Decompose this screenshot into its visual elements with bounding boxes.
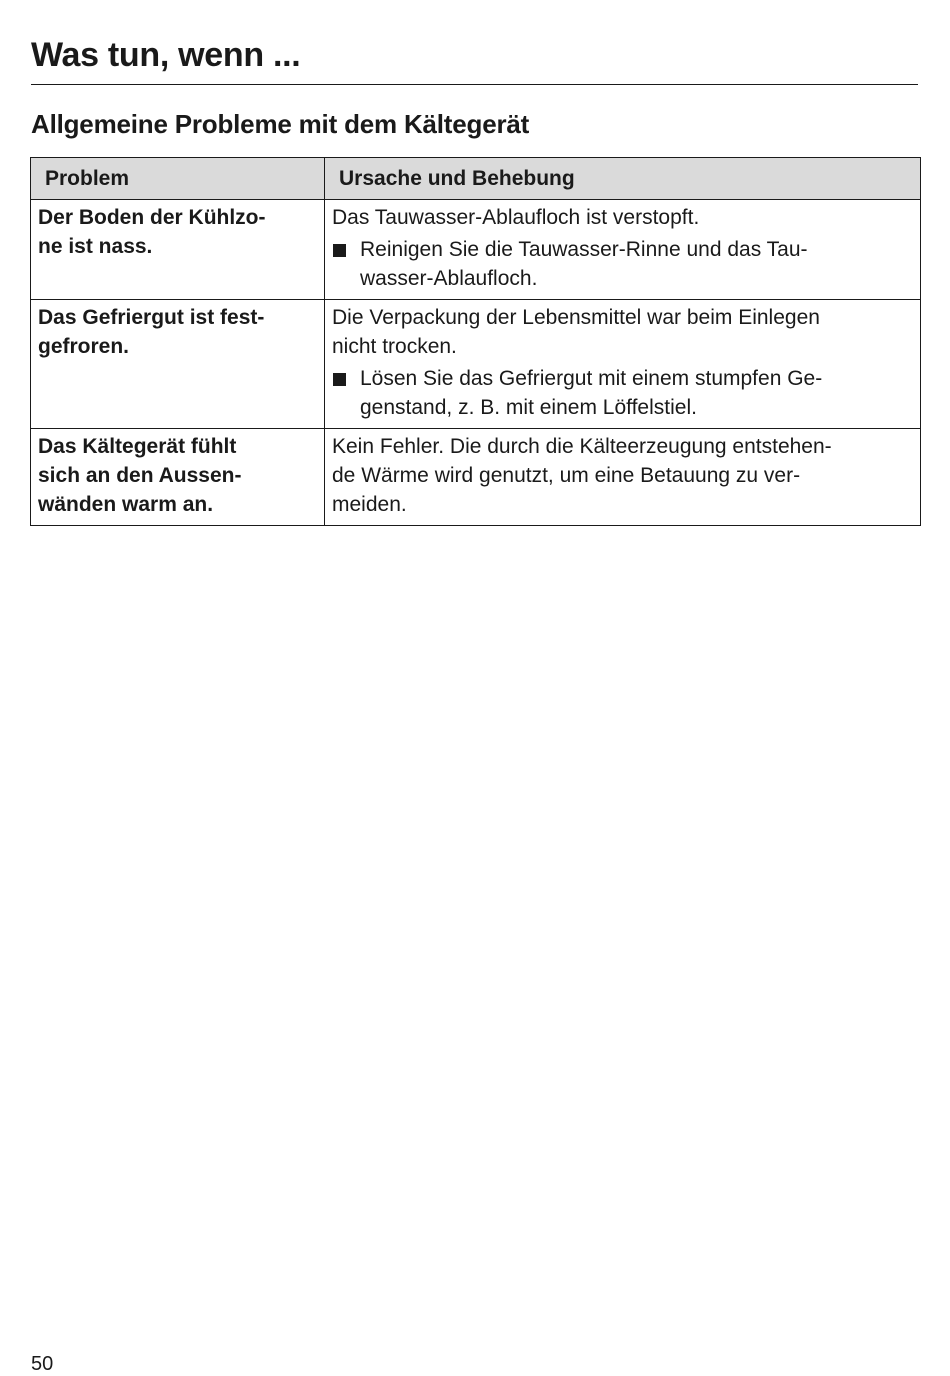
page-title: Was tun, wenn ... [31,36,301,74]
title-divider [31,84,918,85]
problem-cell [31,200,325,300]
problem-cell [31,429,325,526]
problem-text: Das Kältegerät fühlt sich an den Aussen- wänden warm an. [38,435,242,516]
table-row [31,300,921,429]
page-number: 50 [31,1353,54,1375]
fix-item [332,364,912,422]
square-bullet-icon [333,244,346,257]
cause-text: Die Verpackung der Lebensmittel war beim Einlegen nicht trocken. [332,306,820,358]
cause-cell [325,300,921,429]
fix-text: Lösen Sie das Gefriergut mit einem stumpfen Ge- genstand, z. B. mit einem Löffelstiel. [360,367,823,419]
table-row [31,429,921,526]
problem-cell [31,300,325,429]
cause-cell [325,429,921,526]
cause-text: Das Tauwasser-Ablaufloch ist verstopft. [332,206,700,229]
problem-text: Der Boden der Kühlzo- ne ist nass. [38,206,266,258]
fix-text: Reinigen Sie die Tauwasser-Rinne und das Tau- wasser-Ablaufloch. [360,238,808,290]
section-title: Allgemeine Probleme mit dem Kältegerät [31,109,530,139]
column-header-problem: Problem [31,158,325,200]
problem-text: Das Gefriergut ist fest- gefroren. [38,306,265,358]
cause-cell [325,200,921,300]
square-bullet-icon [333,373,346,386]
table-row [31,200,921,300]
table-header-row [31,158,921,200]
cause-text: Kein Fehler. Die durch die Kälteerzeugung entstehen- de Wärme wird genutzt, um eine Betauung zu ver- meiden. [332,435,832,516]
fix-item [332,235,912,293]
column-header-cause: Ursache und Behebung [325,158,921,200]
troubleshooting-table [30,157,921,526]
